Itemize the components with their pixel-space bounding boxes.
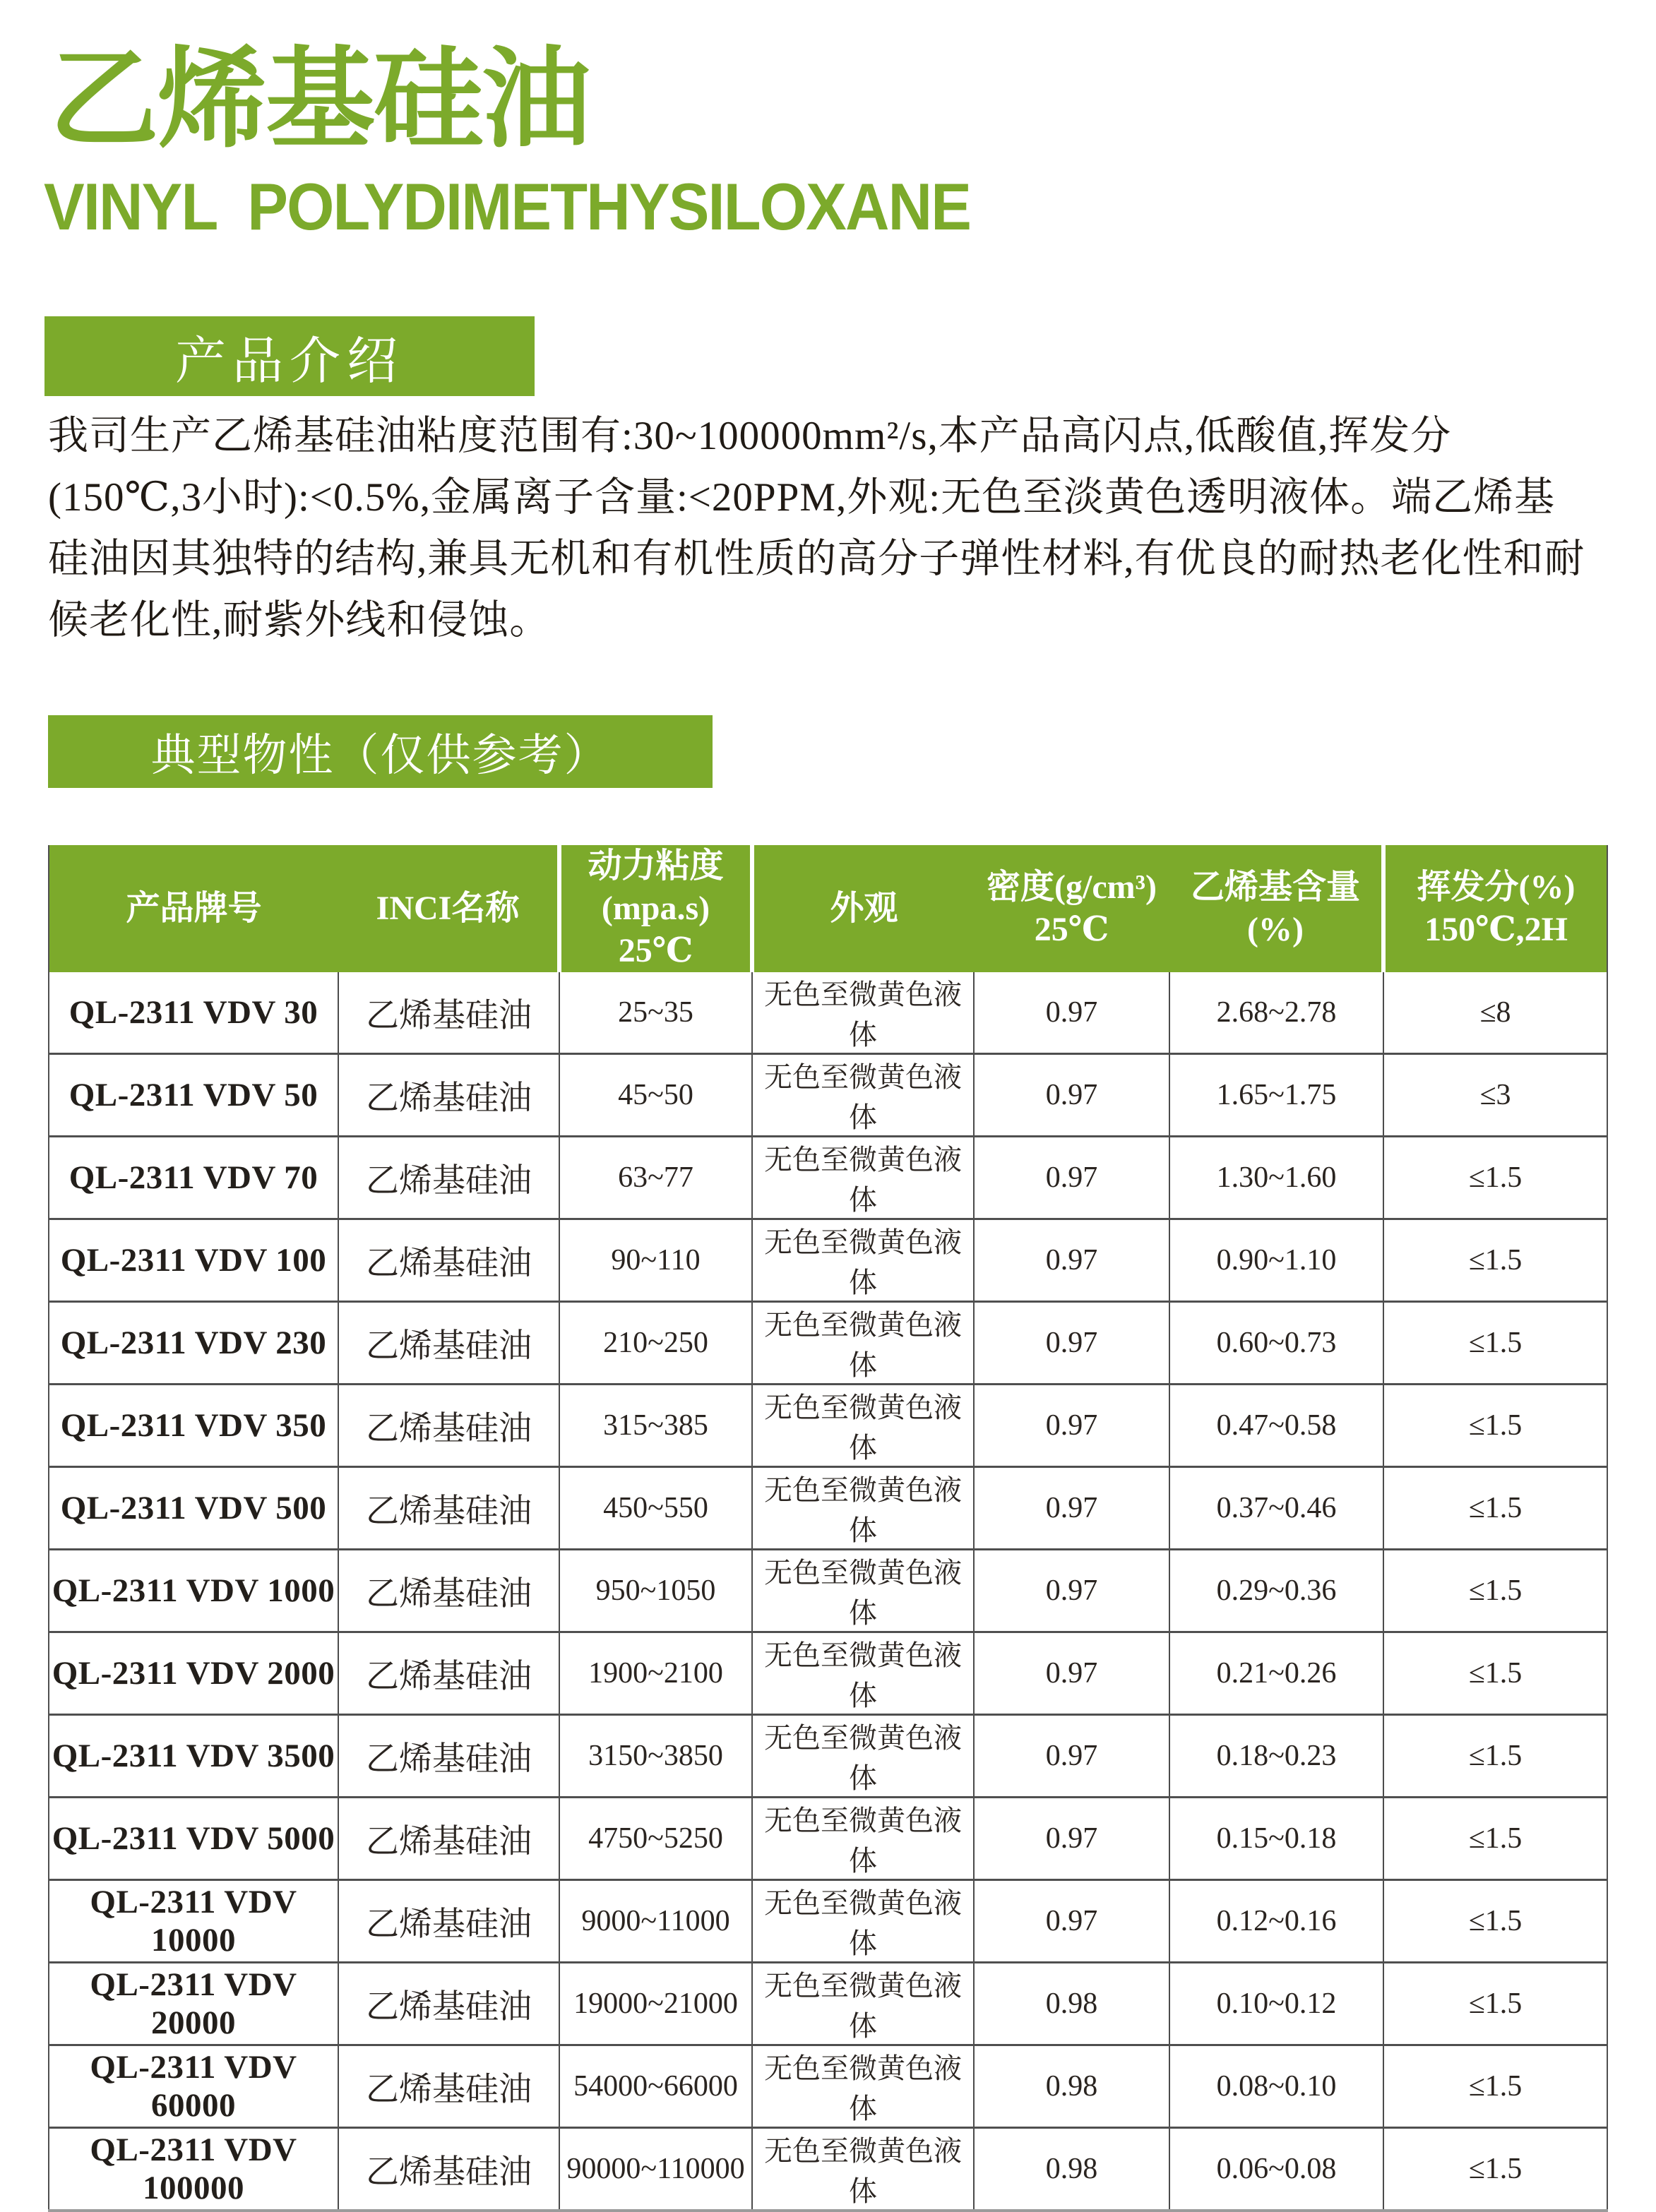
table-row: [49, 1715, 1607, 1798]
intro-heading-bar: [44, 316, 535, 396]
table-cell: 0.21~0.26: [1169, 1632, 1383, 1715]
table-cell: ≤1.5: [1383, 1798, 1607, 1880]
table-cell: 无色至微黄色液体: [752, 1385, 974, 1467]
column-header-density: 密度(g/cm³) 25℃: [974, 845, 1169, 972]
table-cell: 45~50: [559, 1054, 752, 1137]
table-cell: 0.97: [974, 1385, 1169, 1467]
table-cell: ≤1.5: [1383, 2045, 1607, 2128]
properties-table: [48, 845, 1608, 2212]
table-cell: ≤3: [1383, 1054, 1607, 1137]
table-cell: 无色至微黄色液体: [752, 1880, 974, 1963]
table-header-row: [49, 845, 1607, 972]
table-cell: ≤1.5: [1383, 1963, 1607, 2045]
table-row: [49, 1302, 1607, 1385]
table-cell: 乙烯基硅油: [338, 2045, 559, 2128]
table-cell: 0.97: [974, 1219, 1169, 1302]
table-cell: 9000~11000: [559, 1880, 752, 1963]
table-cell: QL-2311 VDV 30: [49, 972, 338, 1054]
table-cell: ≤1.5: [1383, 1550, 1607, 1632]
table-cell: 0.97: [974, 1632, 1169, 1715]
properties-heading: 典型物性（仅供参考）: [150, 731, 610, 780]
intro-paragraph: [48, 405, 1609, 651]
column-header-inci: INCI名称: [338, 845, 559, 972]
table-cell: 0.97: [974, 1467, 1169, 1550]
table-cell: 0.98: [974, 2045, 1169, 2128]
table-cell: QL-2311 VDV 350: [49, 1385, 338, 1467]
table-cell: ≤1.5: [1383, 1632, 1607, 1715]
table-cell: QL-2311 VDV 500: [49, 1467, 338, 1550]
paragraph-line: 硅油因其独特的结构,兼具无机和有机性质的高分子弹性材料,有优良的耐热老化性和耐: [48, 537, 1585, 581]
table-row: [49, 2128, 1607, 2211]
table-cell: 1900~2100: [559, 1632, 752, 1715]
paragraph-line: 我司生产乙烯基硅油粘度范围有:30~100000mm²/s,本产品高闪点,低酸值,挥发分: [48, 414, 1452, 458]
table-cell: 315~385: [559, 1385, 752, 1467]
table-cell: 0.97: [974, 1302, 1169, 1385]
table-cell: 0.97: [974, 1054, 1169, 1137]
table-cell: 乙烯基硅油: [338, 1880, 559, 1963]
table-cell: 乙烯基硅油: [338, 1632, 559, 1715]
table-cell: 乙烯基硅油: [338, 1385, 559, 1467]
table-row: [49, 1550, 1607, 1632]
table-cell: QL-2311 VDV 2000: [49, 1632, 338, 1715]
table-cell: 90~110: [559, 1219, 752, 1302]
table-cell: 乙烯基硅油: [338, 1963, 559, 2045]
table-cell: 乙烯基硅油: [338, 1467, 559, 1550]
table-cell: 25~35: [559, 972, 752, 1054]
table-cell: 0.47~0.58: [1169, 1385, 1383, 1467]
table-cell: 乙烯基硅油: [338, 1302, 559, 1385]
table-cell: 乙烯基硅油: [338, 1715, 559, 1798]
table-cell: 210~250: [559, 1302, 752, 1385]
table-row: [49, 1219, 1607, 1302]
table-cell: 1.65~1.75: [1169, 1054, 1383, 1137]
table-cell: 450~550: [559, 1467, 752, 1550]
table-cell: 无色至微黄色液体: [752, 2128, 974, 2211]
table-cell: QL-2311 VDV 100000: [49, 2128, 338, 2211]
table-row: [49, 1798, 1607, 1880]
paragraph-line: (150℃,3小时):<0.5%,金属离子含量:<20PPM,外观:无色至淡黄色透明液体。端乙烯基: [48, 475, 1556, 520]
table-cell: 0.12~0.16: [1169, 1880, 1383, 1963]
table-cell: QL-2311 VDV 50: [49, 1054, 338, 1137]
table-row: [49, 2045, 1607, 2128]
table-cell: QL-2311 VDV 70: [49, 1137, 338, 1219]
table-cell: 950~1050: [559, 1550, 752, 1632]
table-cell: 0.10~0.12: [1169, 1963, 1383, 2045]
table-cell: 0.97: [974, 972, 1169, 1054]
table-cell: 乙烯基硅油: [338, 1054, 559, 1137]
intro-heading: 产品介绍: [174, 333, 404, 390]
properties-heading-bar: [48, 715, 713, 788]
table-cell: 乙烯基硅油: [338, 1219, 559, 1302]
table-cell: 0.18~0.23: [1169, 1715, 1383, 1798]
table-cell: QL-2311 VDV 5000: [49, 1798, 338, 1880]
table-cell: 0.98: [974, 2128, 1169, 2211]
table-cell: QL-2311 VDV 60000: [49, 2045, 338, 2128]
column-header-vinyl-content: 乙烯基含量(%): [1169, 845, 1383, 972]
paragraph-line: 候老化性,耐紫外线和侵蚀。: [48, 598, 551, 642]
table-cell: 0.08~0.10: [1169, 2045, 1383, 2128]
table-cell: ≤1.5: [1383, 1467, 1607, 1550]
table-cell: QL-2311 VDV 10000: [49, 1880, 338, 1963]
table-cell: 乙烯基硅油: [338, 972, 559, 1054]
table-cell: 0.37~0.46: [1169, 1467, 1383, 1550]
page-title: 乙烯基硅油: [49, 38, 590, 160]
column-header-appearance: 外观: [752, 845, 974, 972]
table-cell: 0.97: [974, 1715, 1169, 1798]
table-cell: 0.98: [974, 1963, 1169, 2045]
table-cell: 90000~110000: [559, 2128, 752, 2211]
table-cell: 0.15~0.18: [1169, 1798, 1383, 1880]
table-cell: 1.30~1.60: [1169, 1137, 1383, 1219]
table-cell: 4750~5250: [559, 1798, 752, 1880]
table-cell: 无色至微黄色液体: [752, 1054, 974, 1137]
table-cell: 63~77: [559, 1137, 752, 1219]
table-cell: 无色至微黄色液体: [752, 1137, 974, 1219]
table-cell: ≤1.5: [1383, 1880, 1607, 1963]
table-cell: 无色至微黄色液体: [752, 1302, 974, 1385]
table-cell: 19000~21000: [559, 1963, 752, 2045]
table-cell: 0.29~0.36: [1169, 1550, 1383, 1632]
table-cell: 0.60~0.73: [1169, 1302, 1383, 1385]
table-cell: 无色至微黄色液体: [752, 972, 974, 1054]
table-cell: 无色至微黄色液体: [752, 2045, 974, 2128]
table-cell: ≤1.5: [1383, 1219, 1607, 1302]
table-cell: 0.90~1.10: [1169, 1219, 1383, 1302]
table-cell: 0.06~0.08: [1169, 2128, 1383, 2211]
table-cell: QL-2311 VDV 100: [49, 1219, 338, 1302]
table-cell: 无色至微黄色液体: [752, 1219, 974, 1302]
table-cell: QL-2311 VDV 20000: [49, 1963, 338, 2045]
table-cell: 0.97: [974, 1137, 1169, 1219]
table-cell: 无色至微黄色液体: [752, 1963, 974, 2045]
page-subtitle: VINYL POLYDIMETHYSILOXANE: [44, 169, 971, 244]
table-cell: 无色至微黄色液体: [752, 1467, 974, 1550]
table-cell: 0.97: [974, 1550, 1169, 1632]
column-header-volatiles: 挥发分(%) 150℃,2H: [1383, 845, 1607, 972]
table-cell: ≤1.5: [1383, 1385, 1607, 1467]
table-cell: 54000~66000: [559, 2045, 752, 2128]
table-cell: ≤1.5: [1383, 1715, 1607, 1798]
table-row: [49, 1632, 1607, 1715]
table-cell: QL-2311 VDV 230: [49, 1302, 338, 1385]
table-cell: QL-2311 VDV 3500: [49, 1715, 338, 1798]
table-row: [49, 1137, 1607, 1219]
table-row: [49, 1467, 1607, 1550]
table-cell: ≤8: [1383, 972, 1607, 1054]
column-header-viscosity: 动力粘度(mpa.s) 25℃: [559, 845, 752, 972]
table-cell: 无色至微黄色液体: [752, 1715, 974, 1798]
table-cell: 0.97: [974, 1880, 1169, 1963]
table-row: [49, 1963, 1607, 2045]
table-cell: 3150~3850: [559, 1715, 752, 1798]
table-cell: 无色至微黄色液体: [752, 1632, 974, 1715]
table-cell: ≤1.5: [1383, 1302, 1607, 1385]
table-body: [49, 972, 1607, 2211]
table-cell: 无色至微黄色液体: [752, 1550, 974, 1632]
table-cell: 2.68~2.78: [1169, 972, 1383, 1054]
table-row: [49, 972, 1607, 1054]
table-cell: 乙烯基硅油: [338, 1550, 559, 1632]
table-cell: ≤1.5: [1383, 1137, 1607, 1219]
table-cell: 0.97: [974, 1798, 1169, 1880]
table-cell: 乙烯基硅油: [338, 2128, 559, 2211]
column-header-product: 产品牌号: [49, 845, 338, 972]
table-cell: 无色至微黄色液体: [752, 1798, 974, 1880]
table-cell: 乙烯基硅油: [338, 1137, 559, 1219]
table-row: [49, 1054, 1607, 1137]
table-row: [49, 1385, 1607, 1467]
table-cell: ≤1.5: [1383, 2128, 1607, 2211]
table-cell: QL-2311 VDV 1000: [49, 1550, 338, 1632]
table-row: [49, 1880, 1607, 1963]
table-cell: 乙烯基硅油: [338, 1798, 559, 1880]
